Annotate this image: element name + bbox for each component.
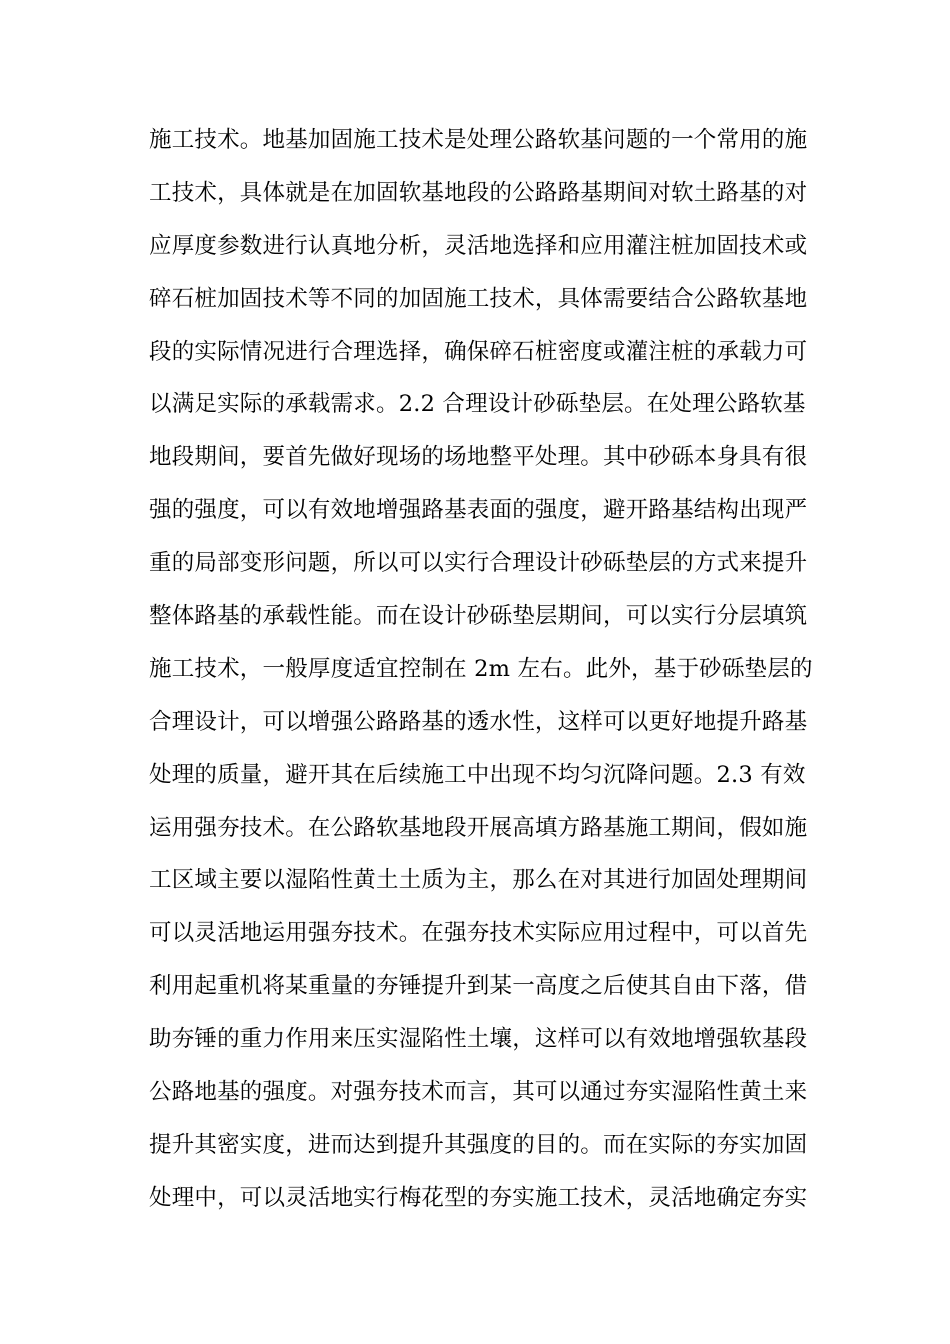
text-line: 可以灵活地运用强夯技术。在强夯技术实际应用过程中，可以首先 [149,920,808,947]
text-line: 利用起重机将某重量的夯锤提升到某一高度之后使其自由下落，借 [149,973,808,1000]
text-line: 重的局部变形问题，所以可以实行合理设计砂砾垫层的方式来提升 [149,550,808,577]
text-line: 碎石桩加固技术等不同的加固施工技术，具体需要结合公路软基地 [149,285,808,312]
text-line: 处理的质量，避开其在后续施工中出现不均匀沉降问题。2.3 有效 [149,761,806,788]
text-line: 处理中，可以灵活地实行梅花型的夯实施工技术，灵活地确定夯实 [149,1184,808,1211]
text-line: 工区域主要以湿陷性黄土土质为主，那么在对其进行加固处理期间 [149,867,808,894]
text-line: 以满足实际的承载需求。2.2 合理设计砂砾垫层。在处理公路软基 [149,391,806,418]
text-line: 施工技术，一般厚度适宜控制在 2m 左右。此外，基于砂砾垫层的 [149,655,813,682]
text-line: 段的实际情况进行合理选择，确保碎石桩密度或灌注桩的承载力可 [149,338,808,365]
text-line: 合理设计，可以增强公路路基的透水性，这样可以更好地提升路基 [149,708,808,735]
text-line: 强的强度，可以有效地增强路基表面的强度，避开路基结构出现严 [149,497,808,524]
text-line: 运用强夯技术。在公路软基地段开展高填方路基施工期间，假如施 [149,814,808,841]
body-paragraph [149,117,813,1228]
text-line: 地段期间，要首先做好现场的场地整平处理。其中砂砾本身具有很 [149,444,808,471]
text-line: 施工技术。地基加固施工技术是处理公路软基问题的一个常用的施 [149,127,808,153]
text-line: 整体路基的承载性能。而在设计砂砾垫层期间，可以实行分层填筑 [149,603,808,630]
text-line: 工技术，具体就是在加固软基地段的公路路基期间对软土路基的对 [149,179,808,206]
text-line: 提升其密实度，进而达到提升其强度的目的。而在实际的夯实加固 [149,1131,808,1158]
text-line: 应厚度参数进行认真地分析，灵活地选择和应用灌注桩加固技术或 [149,232,808,259]
text-line: 公路地基的强度。对强夯技术而言，其可以通过夯实湿陷性黄土来 [149,1079,808,1106]
text-line: 助夯锤的重力作用来压实湿陷性土壤，这样可以有效地增强软基段 [149,1026,808,1053]
